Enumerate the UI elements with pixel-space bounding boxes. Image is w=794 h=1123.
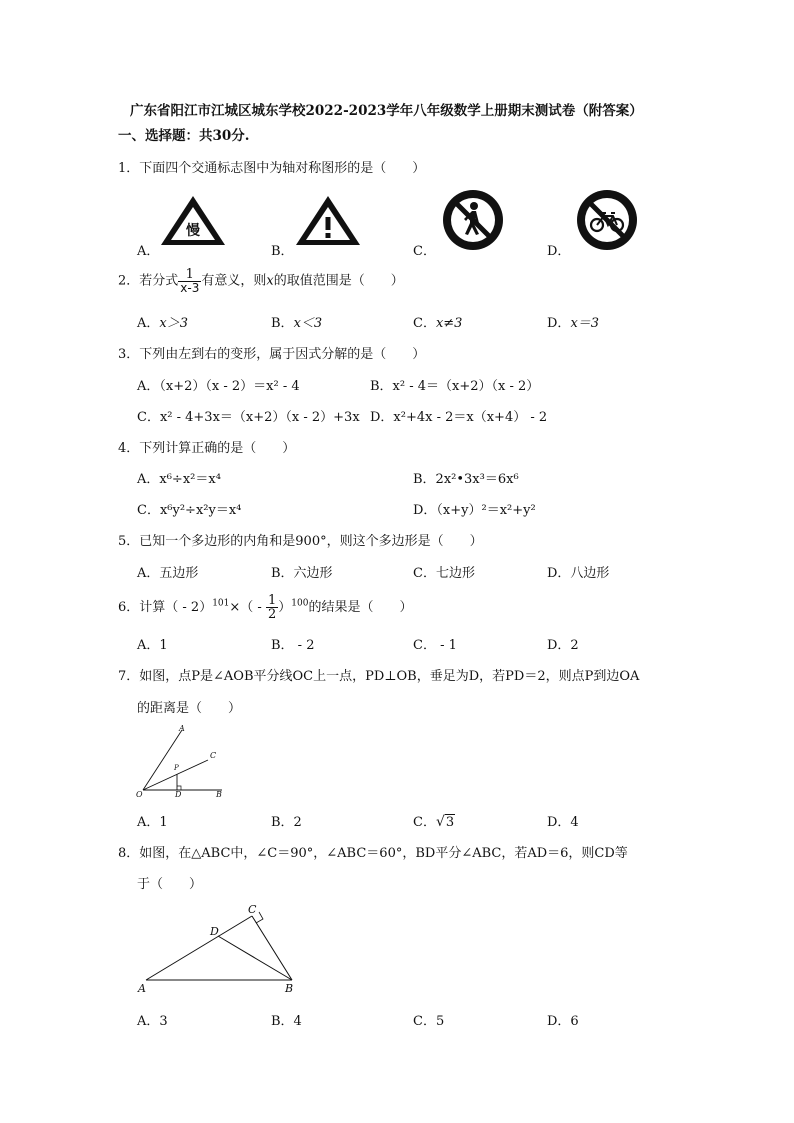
q8-option-d: D．6	[547, 1014, 579, 1029]
q7-label-a: A	[179, 724, 185, 733]
q2-option-c-label: C．	[413, 316, 436, 331]
q8-option-c: C．5	[413, 1014, 445, 1029]
q8-triangle-diagram	[130, 898, 310, 998]
question-7-line-2: 的距离是（ ）	[137, 701, 242, 716]
q4-option-a: A．x⁶÷x²＝x⁴	[137, 472, 221, 487]
section-heading: 一、选择题：共30分.	[118, 128, 250, 144]
q7-option-b: B．2	[271, 815, 302, 830]
q4-option-d: D．（x+y）²＝x²+y²	[413, 503, 536, 518]
q8-option-b: B．4	[271, 1014, 302, 1029]
q8-label-c: C	[248, 903, 257, 916]
q2-stem-post2: 的取值范围是（ ）	[273, 273, 404, 289]
q6-option-a: A．1	[137, 638, 168, 653]
question-2-stem	[118, 268, 404, 294]
q8-label-a: A	[138, 982, 146, 995]
q6-stem-post: 的结果是（ ）	[308, 600, 413, 615]
q2-option-a	[137, 312, 188, 331]
q7-option-d: D．4	[547, 815, 579, 830]
q7-label-p: P	[174, 764, 179, 772]
q3-option-a: A．（x+2）（x - 2）＝x² - 4	[137, 379, 300, 394]
q2-option-d-expr: x＝3	[570, 316, 600, 331]
q5-option-b: B．六边形	[271, 566, 333, 581]
q8-label-d: D	[210, 925, 219, 938]
question-8-line-1: 8．如图，在△ABC中，∠C＝90°，∠ABC＝60°，BD平分∠ABC，若AD＝6，则CD等	[118, 846, 628, 861]
q8-label-b: B	[285, 982, 294, 995]
q7-label-o: O	[136, 790, 143, 799]
q2-stem-post: 有意义，则	[201, 273, 267, 289]
q2-stem-pre: 2．若分式	[118, 273, 179, 289]
q2-fraction	[178, 268, 201, 294]
slow-sign-icon	[158, 193, 228, 248]
q6-option-d: D．2	[547, 638, 579, 653]
q6-exponent-101: 101	[212, 598, 230, 609]
q6-exponent-100: 100	[291, 598, 309, 609]
warning-sign-icon	[293, 193, 363, 248]
q6-close-paren: ）	[278, 600, 292, 615]
question-7-line-1: 7．如图，点P是∠AOB平分线OC上一点，PD⊥OB，垂足为D，若PD＝2，则点P到边OA	[118, 669, 640, 684]
question-1-stem: 1．下面四个交通标志图中为轴对称图形的是（ ）	[118, 161, 426, 176]
q3-option-d: D．x²+4x - 2＝x（x+4） - 2	[370, 410, 548, 425]
q2-option-d-label: D．	[547, 316, 571, 331]
q2-option-b	[271, 312, 322, 331]
q2-option-c	[413, 312, 462, 331]
question-8-line-2: 于（ ）	[137, 877, 203, 892]
q1-option-b-label: B．	[271, 244, 294, 259]
q2-variable: x	[266, 273, 274, 289]
q2-fraction-numerator: 1	[178, 268, 201, 282]
q6-stem-pre: 6．计算（ - 2）	[118, 600, 213, 615]
q7-label-b: B	[216, 790, 222, 799]
q2-option-a-expr: x＞3	[159, 316, 188, 331]
q5-option-c: C．七边形	[413, 566, 475, 581]
q7-label-c: C	[210, 751, 217, 760]
q5-option-a: A．五边形	[137, 566, 199, 581]
q6-fraction-numerator: 1	[267, 593, 277, 608]
q7-option-c	[413, 811, 455, 830]
q2-option-d	[547, 312, 599, 331]
q1-option-d-label: D．	[547, 244, 571, 259]
q2-option-c-expr: x≠3	[435, 316, 463, 331]
q7-option-a: A．1	[137, 815, 168, 830]
no-pedestrians-sign-icon	[441, 188, 505, 252]
no-bicycles-sign-icon	[575, 188, 639, 252]
q2-option-a-label: A．	[137, 316, 160, 331]
q4-option-b: B．2x²•3x³＝6x⁶	[413, 472, 519, 487]
q7-option-c-label: C．	[413, 815, 436, 830]
question-5-stem: 5．已知一个多边形的内角和是900°，则这个多边形是（ ）	[118, 534, 483, 549]
q1-option-a-label: A．	[137, 244, 160, 259]
slow-sign-text: 慢	[186, 223, 200, 239]
question-4-stem: 4．下列计算正确的是（ ）	[118, 441, 296, 456]
q6-option-b: B． - 2	[271, 638, 315, 653]
question-3-stem: 3．下列由左到右的变形，属于因式分解的是（ ）	[118, 347, 426, 362]
q8-option-a: A．3	[137, 1014, 168, 1029]
q6-times: ×（ -	[229, 600, 266, 615]
q5-option-d: D．八边形	[547, 566, 610, 581]
q7-option-c-radicand: 3	[445, 815, 455, 830]
q6-fraction-denominator: 2	[267, 607, 277, 622]
question-6-stem	[118, 594, 412, 621]
page-title: 广东省阳江市江城区城东学校2022-2023学年八年级数学上册期末测试卷（附答案）	[130, 103, 643, 119]
q6-fraction	[266, 594, 278, 621]
q7-angle-diagram	[130, 722, 230, 800]
q3-option-b: B．x² - 4＝（x+2）（x - 2）	[370, 379, 540, 394]
q4-option-c: C．x⁶y²÷x²y＝x⁴	[137, 503, 242, 518]
q2-option-b-expr: x＜3	[293, 316, 323, 331]
q6-option-c: C． - 1	[413, 638, 457, 653]
q7-label-d: D	[175, 790, 182, 799]
sqrt-icon: √	[435, 814, 445, 830]
q3-option-c: C．x² - 4+3x＝（x+2）（x - 2）+3x	[137, 410, 360, 425]
q2-option-b-label: B．	[271, 316, 294, 331]
q1-option-c-label: C．	[413, 244, 436, 259]
q2-fraction-denominator: x-3	[180, 281, 200, 295]
